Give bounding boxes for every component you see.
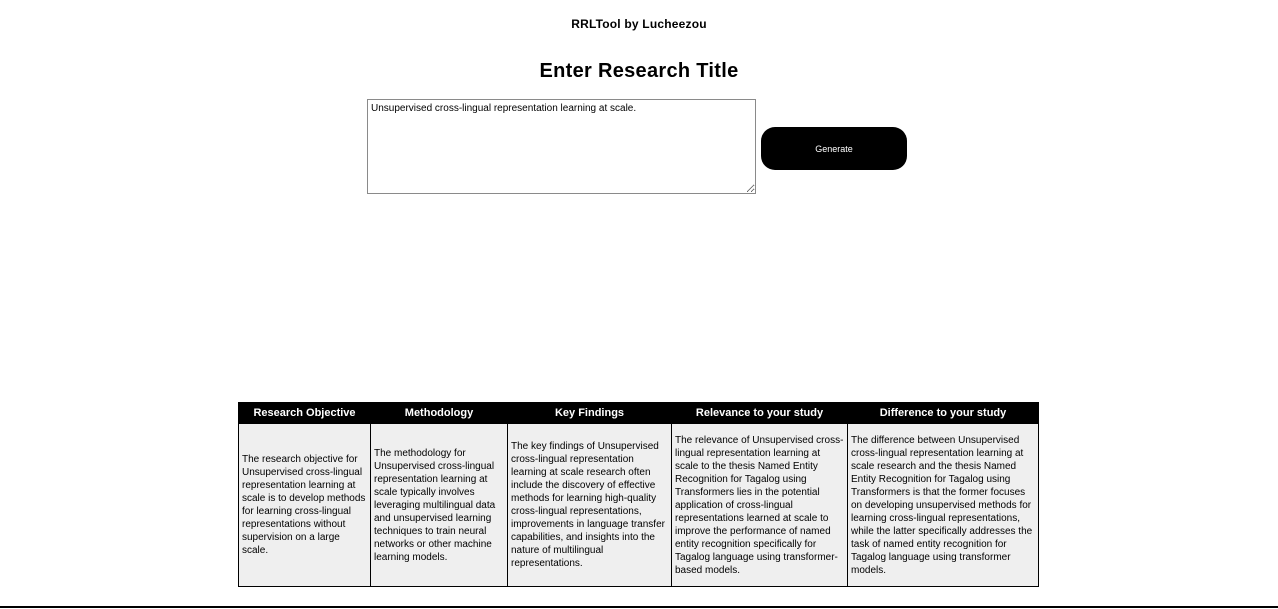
cell-difference: The difference between Unsupervised cross-lingual representation learning at scale research and the thesis Named Entity Recognition for Tagalog using Transformers is that the former focuses on developing unsupervised methods for learning cross-lingual representations, while the latter specifically addresses the task of named entity recognition for Tagalog language using transformer models. <box>848 424 1039 587</box>
cell-research-objective: The research objective for Unsupervised cross-lingual representation learning at scale is to develop methods for learning cross-lingual representations without supervision on a large scale. <box>239 424 371 587</box>
table-row <box>239 424 1039 587</box>
header-difference: Difference to your study <box>848 403 1039 424</box>
header-methodology: Methodology <box>371 403 508 424</box>
form-title: Enter Research Title <box>539 60 739 82</box>
app-header: RRLTool by Lucheezou <box>571 17 707 31</box>
cell-key-findings: The key findings of Unsupervised cross-lingual representation learning at scale research often include the discovery of effective methods for learning high-quality cross-lingual representations, improvements in language transfer capabilities, and insights into the nature of multilingual representations. <box>508 424 672 587</box>
cell-methodology: The methodology for Unsupervised cross-lingual representation learning at scale typically involves leveraging multilingual data and unsupervised learning techniques to train neural networks or other machine learning models. <box>371 424 508 587</box>
generate-button[interactable]: Generate <box>761 127 907 170</box>
cell-relevance: The relevance of Unsupervised cross-lingual representation learning at scale to the thesis Named Entity Recognition for Tagalog using Transformers lies in the potential application of cross-lingual representations learned at scale to improve the performance of named entity recognition specifically for Tagalog language using transformer-based models. <box>672 424 848 587</box>
bottom-divider <box>0 606 1278 608</box>
header-key-findings: Key Findings <box>508 403 672 424</box>
table-header-row <box>239 403 1039 424</box>
header-research-objective: Research Objective <box>239 403 371 424</box>
results-table <box>238 402 1039 587</box>
header-relevance: Relevance to your study <box>672 403 848 424</box>
research-title-input[interactable] <box>367 99 756 194</box>
